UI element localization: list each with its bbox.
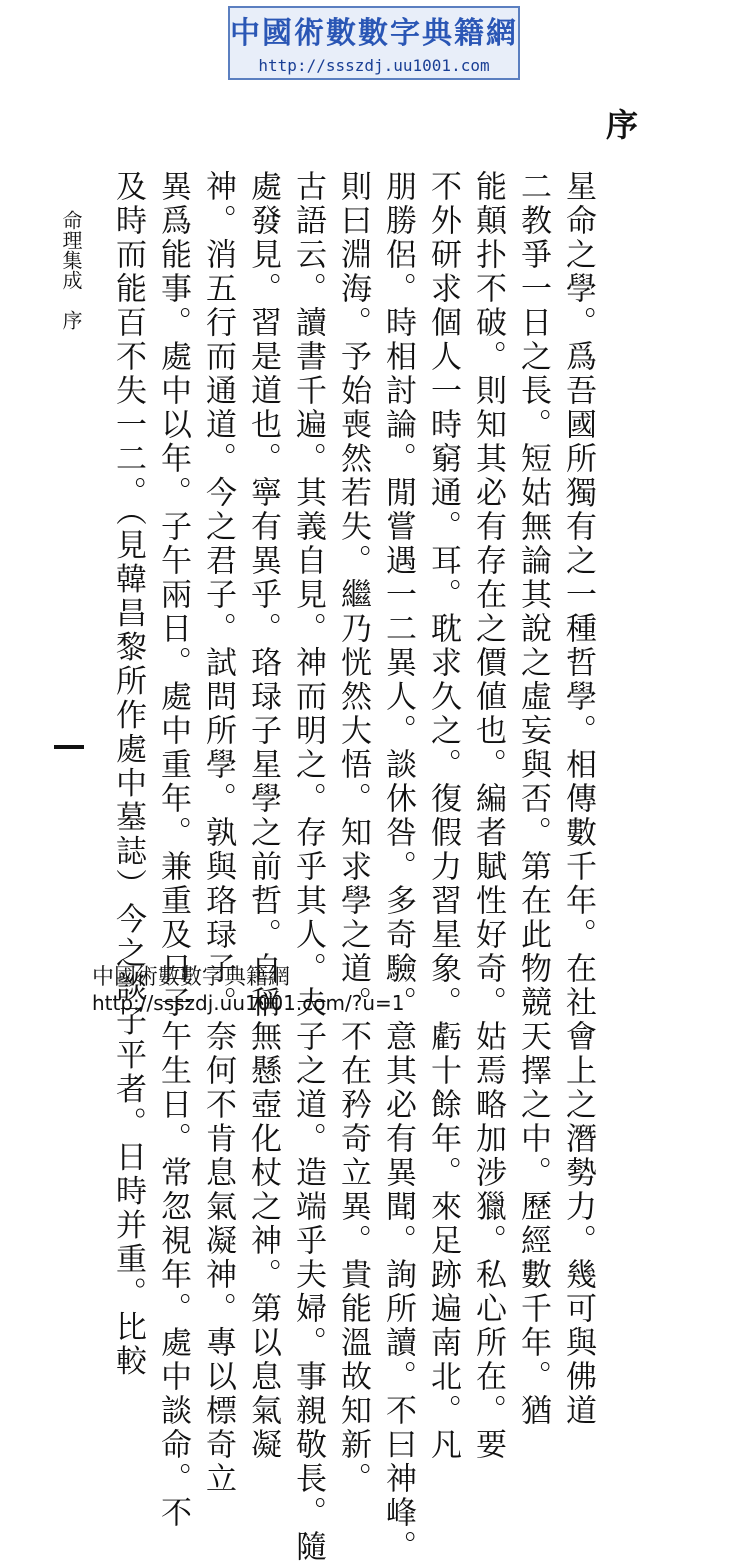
text-column-7: 古語云。讀書千遍。其義自見。神而明之。存乎其人。夫子之道。造端乎夫婦。事親敬長。隨 xyxy=(290,170,326,1564)
text-column-2: 二教爭一日之長。短姑無論其說之虛妄與否。第在此物競天擇之中。歷經數千年。猶 xyxy=(515,170,551,1428)
text-column-8: 處發見。習是道也。寧有異乎。珞琭子星學之前哲。自稱無懸壺化杖之神。第以息氣凝 xyxy=(245,170,281,1462)
margin-book-title: 命理集成 序 xyxy=(59,210,83,330)
text-column-10: 異爲能事。處中以年。子午兩日。處中重年。兼重及日子午生日。常忽視年。處中談命。不 xyxy=(155,170,191,1530)
text-column-11: 及時而能百不失一二。（見韓昌黎所作處中墓誌）今之談子平者。日時并重。比較 xyxy=(110,170,146,1379)
text-column-1: 星命之學。爲吾國所獨有之一種哲學。相傳數千年。在社會上之潛勢力。幾可與佛道 xyxy=(560,170,596,1428)
page-heading: 序 xyxy=(601,108,639,140)
footer-site-title: 中國術數數字典籍網 xyxy=(92,965,291,990)
site-banner xyxy=(228,6,520,80)
page-number xyxy=(54,745,84,749)
banner-title: 中國術數數字典籍網 xyxy=(230,16,518,51)
text-column-4: 不外研求個人一時窮通。耳。耽求久之。復假力習星象。虧十餘年。來足跡遍南北。凡 xyxy=(425,170,461,1462)
banner-url[interactable]: http://ssszdj.uu1001.com xyxy=(258,56,490,75)
text-column-6: 則曰淵海。予始喪然若失。繼乃恍然大悟。知求學之道。不在矜奇立異。貴能溫故知新。 xyxy=(335,170,371,1496)
text-column-9: 神。消五行而通道。今之君子。試問所學。孰與珞琭子。奈何不肯息氣凝神。專以標奇立 xyxy=(200,170,236,1496)
text-column-3: 能顛扑不破。則知其必有存在之價値也。編者賦性好奇。姑焉略加涉獵。私心所在。要 xyxy=(470,170,506,1462)
footer-site-url[interactable]: http://ssszdj.uu1001.com/?u=1 xyxy=(92,991,405,1015)
text-column-5: 朋勝侶。時相討論。閒嘗遇一二異人。談休咎。多奇驗。意其必有異聞。詢所讀。不曰神峰。 xyxy=(380,170,416,1564)
